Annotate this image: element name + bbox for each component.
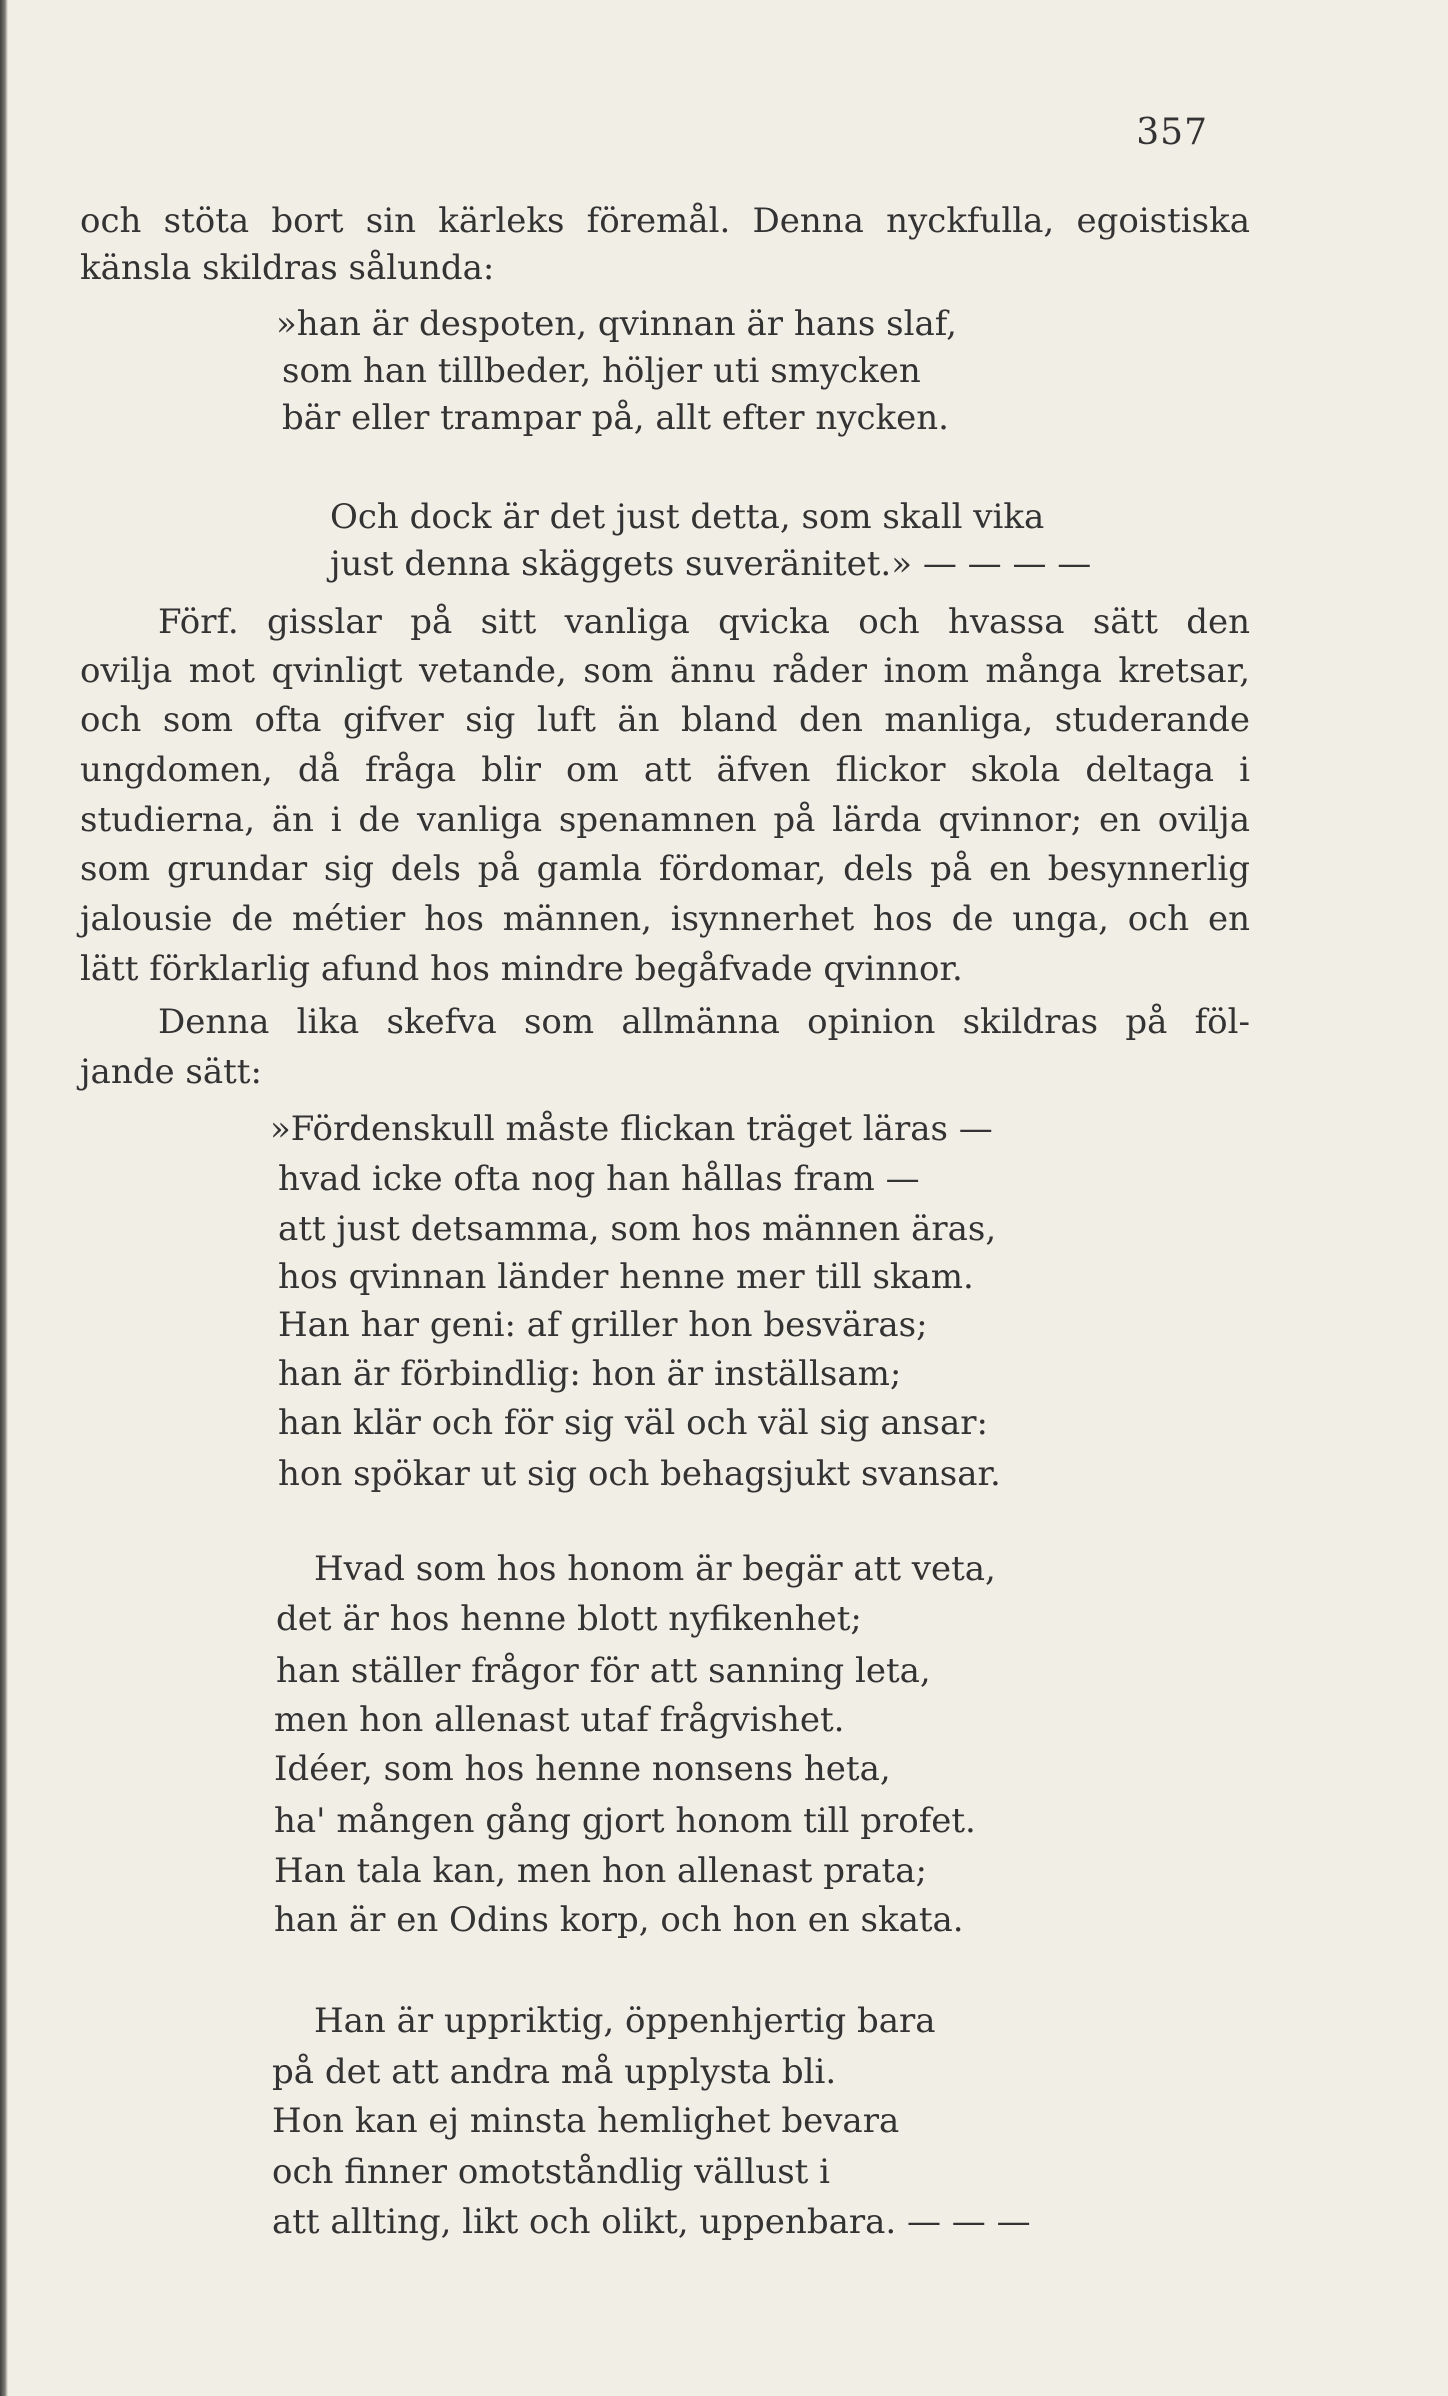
paragraph-line: ovilja mot qvinligt vetande, som ännu råder inom många kretsar, [80,651,1250,691]
poem-line: att allting, likt och olikt, uppenbara. — — — [272,2202,1031,2242]
paragraph-line: Denna lika skefva som allmänna opinion skildras på föl- [158,1002,1250,1042]
poem-line: hos qvinnan länder henne mer till skam. [278,1257,974,1297]
poem-line: han är en Odins korp, och hon en skata. [274,1900,964,1940]
paragraph-line: studierna, än i de vanliga spenamnen på lärda qvinnor; en ovilja [80,800,1250,840]
verse-line: just denna skäggets suveränitet.» — — — — [330,544,1092,584]
poem-line: »Fördenskull måste flickan träget läras — [270,1109,993,1149]
poem-line: Idéer, som hos henne nonsens heta, [274,1749,891,1789]
poem-line: Han tala kan, men hon allenast prata; [274,1851,927,1891]
paragraph-line: lätt förklarlig afund hos mindre begåfvade qvinnor. [80,949,963,989]
poem-line: Hon kan ej minsta hemlighet bevara [272,2101,900,2141]
poem-line: han är förbindlig: hon är inställsam; [278,1354,902,1394]
poem-line: det är hos henne blott nyfikenhet; [276,1599,862,1639]
verse-line: Och dock är det just detta, som skall vika [330,497,1045,537]
poem-line: han ställer frågor för att sanning leta, [276,1651,931,1691]
text-line: känsla skildras sålunda: [80,248,495,288]
poem-line: hvad icke ofta nog han hållas fram — [278,1159,920,1199]
verse-line: som han tillbeder, höljer uti smycken [282,351,921,391]
paragraph-line: ungdomen, då fråga blir om att äfven flickor skola deltaga i [80,750,1250,790]
paragraph-line: och som ofta gifver sig luft än bland den manliga, studerande [80,700,1250,740]
page-number: 357 [1136,112,1208,153]
poem-line: han klär och för sig väl och väl sig ansar: [278,1403,988,1443]
paragraph-line: som grundar sig dels på gamla fördomar, dels på en besynnerlig [80,849,1250,889]
poem-line: men hon allenast utaf frågvishet. [274,1700,845,1740]
poem-line: hon spökar ut sig och behagsjukt svansar. [278,1454,1001,1494]
paragraph-line: Förf. gisslar på sitt vanliga qvicka och hvassa sätt den [158,602,1250,642]
paragraph-line: jalousie de métier hos männen, isynnerhet hos de unga, och en [80,899,1250,939]
poem-line: på det att andra må upplysta bli. [272,2052,837,2092]
poem-line: ha' mången gång gjort honom till profet. [274,1801,976,1841]
poem-line: Hvad som hos honom är begär att veta, [314,1549,996,1589]
poem-line: och finner omotståndlig vällust i [272,2152,830,2192]
poem-line: Han har geni: af griller hon besväras; [278,1305,928,1345]
verse-line: bär eller trampar på, allt efter nycken. [282,398,949,438]
poem-line: Han är uppriktig, öppenhjertig bara [314,2001,936,2041]
paragraph-line: jande sätt: [80,1052,262,1092]
poem-line: att just detsamma, som hos männen äras, [278,1209,997,1249]
verse-line: »han är despoten, qvinnan är hans slaf, [276,304,957,344]
text-line: och stöta bort sin kärleks föremål. Denna nyckfulla, egoistiska [80,201,1250,241]
